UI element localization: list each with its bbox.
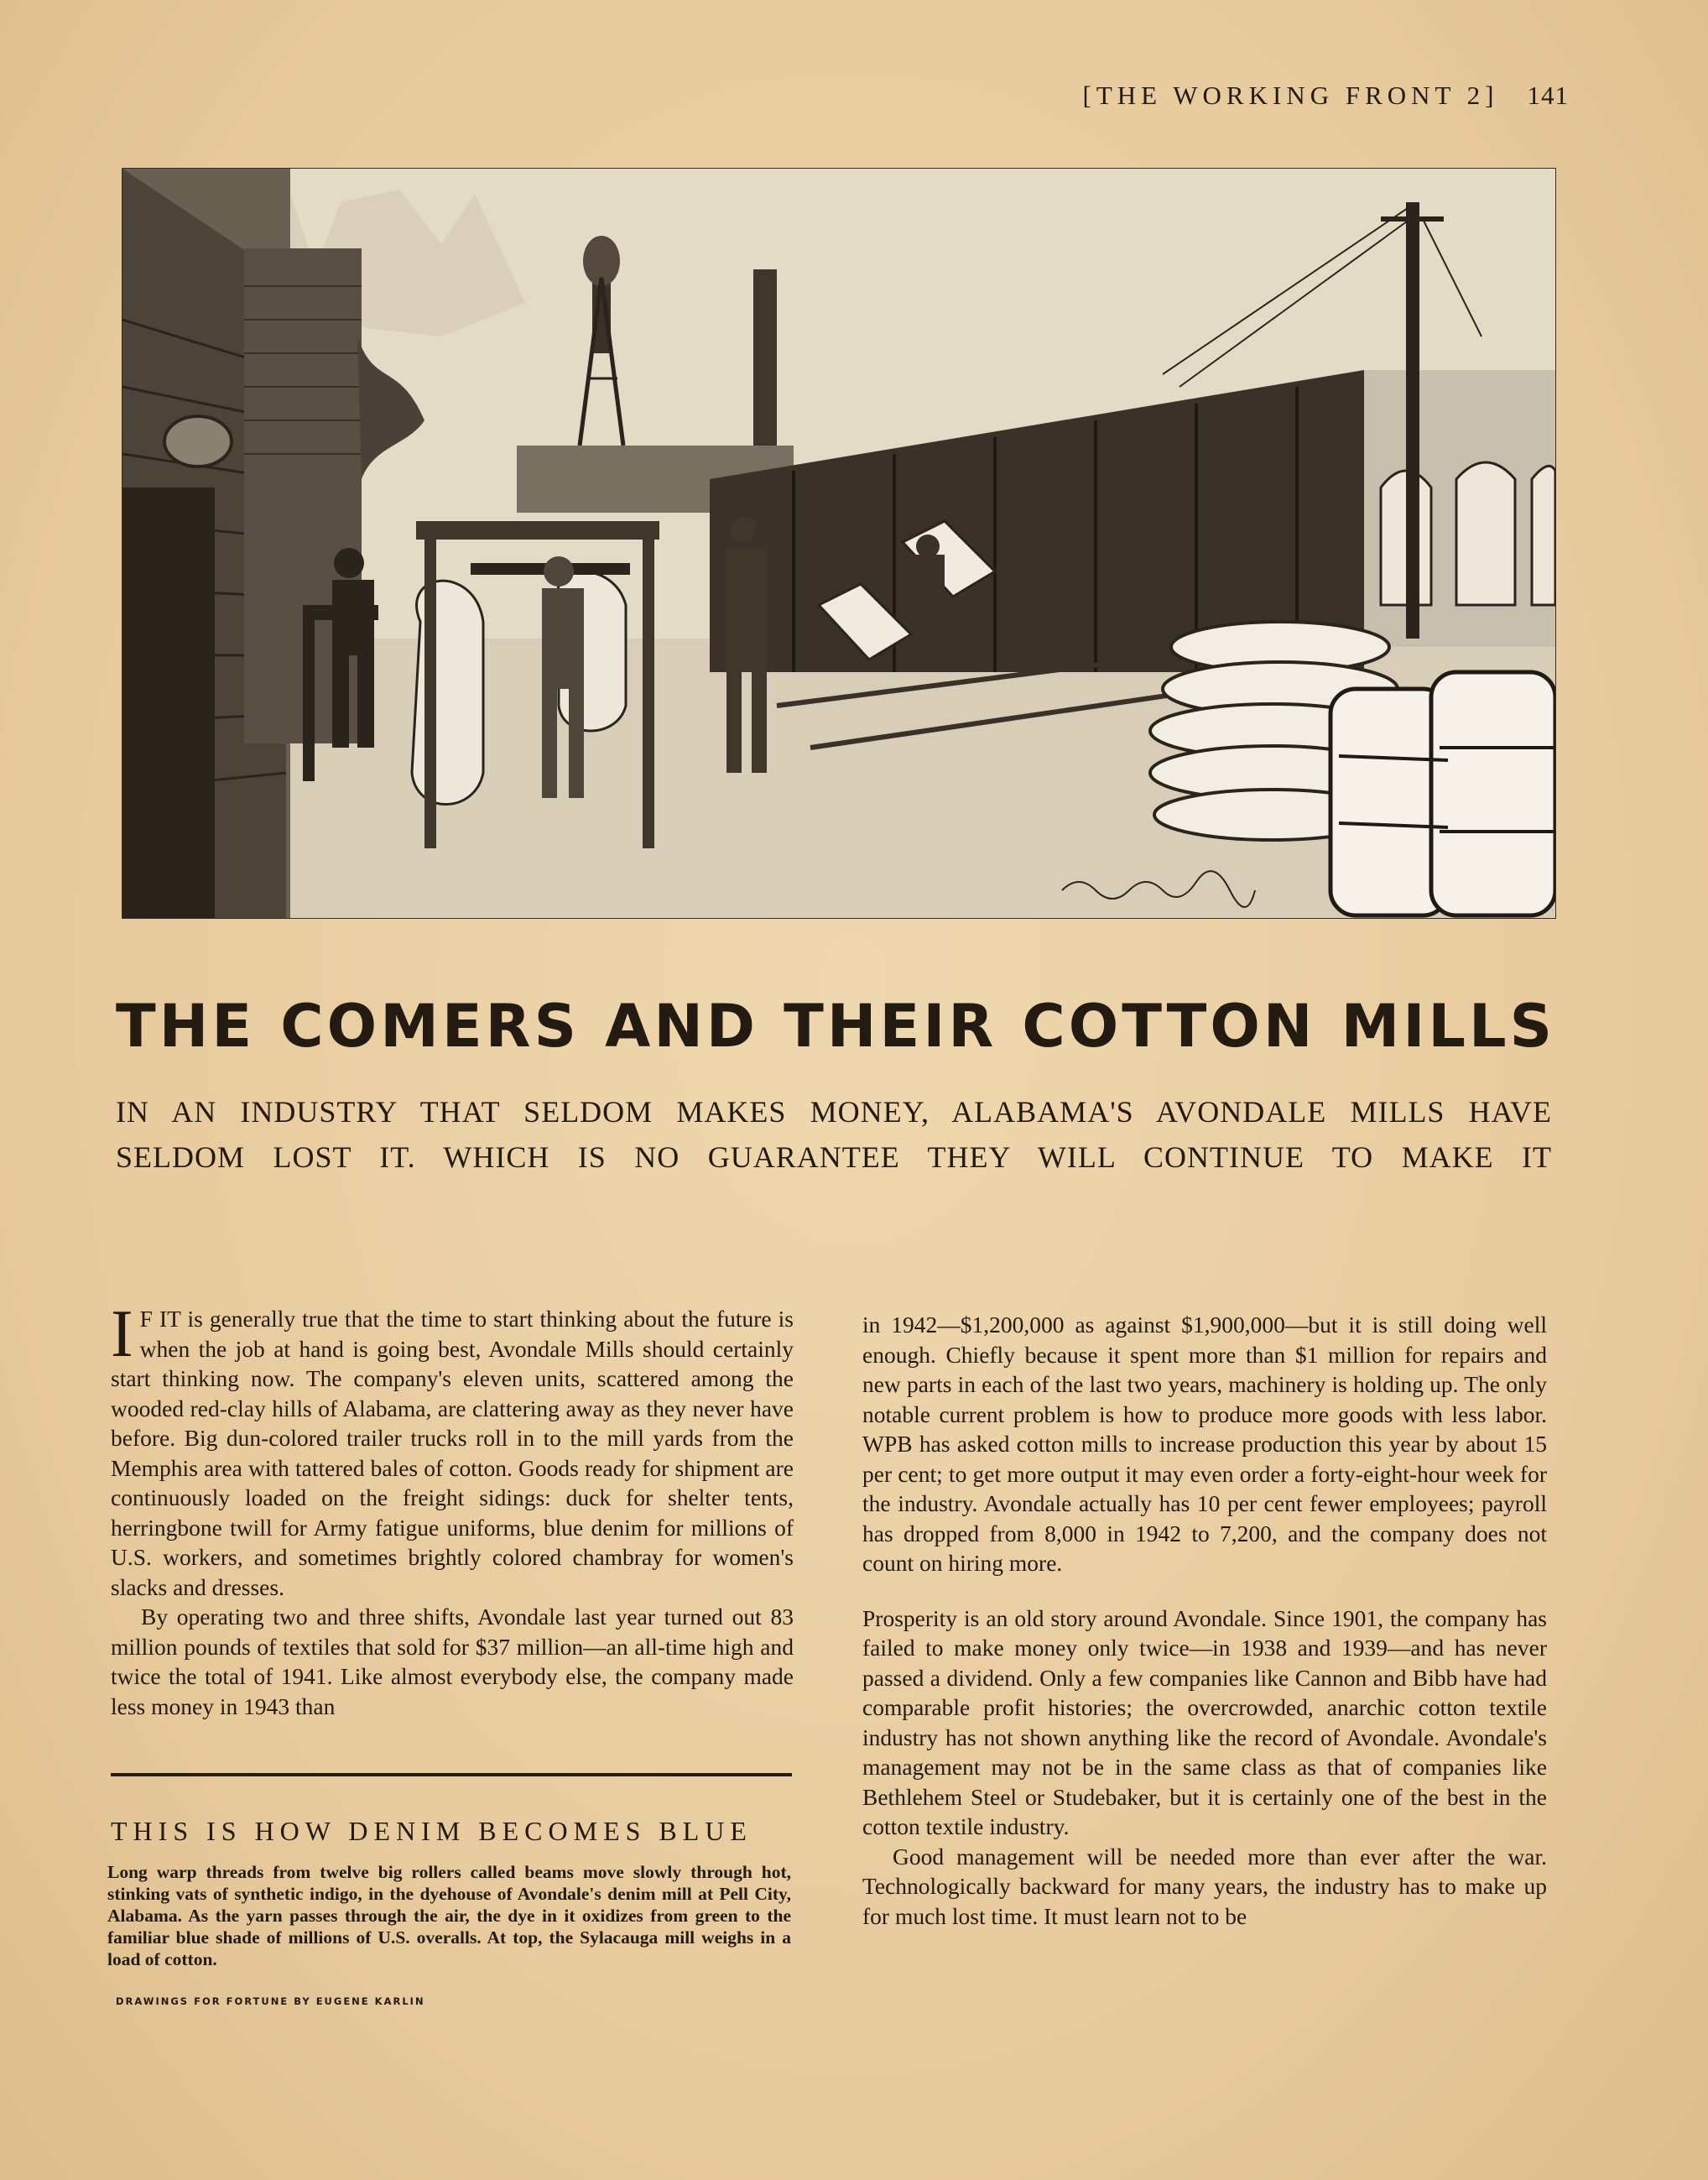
- page-number: 141: [1527, 81, 1569, 110]
- paragraph-text: F IT is generally true that the time to start thinking about the future is when the job at hand is going best, Avondale Mills should certainly start thinking now. The company's eleven units, scattered among the wooded red-clay hills of Alabama, are clattering away as they never have before. Big dun-colored trailer trucks roll in to the mill yards from the Memphis area with tattered bales of cotton. Goods ready for shipment are continuously loaded on the freight sidings: duck for shelter tents, herringbone twill for Army fatigue uniforms, blue denim for millions of U.S. workers, and sometimes brightly colored chambray for women's slacks and dresses.: [111, 1306, 794, 1600]
- body-paragraph: in 1942—$1,200,000 as against $1,900,000—but it is still doing well enough. Chiefly because it spent more than $1 million for repairs and new parts in each of the last two years, machinery is holding up. The only notable current problem is how to produce more goods with less labor. WPB has asked cotton mills to increase production this year by about 15 per cent; to get more output it may even order a forty-eight-hour week for the industry. Avondale actually has 10 per cent fewer employees; payroll has dropped from 8,000 in 1942 to 7,200, and the company does not count on hiring more.: [862, 1312, 1547, 1576]
- opening-paragraph: [111, 1297, 794, 1602]
- caption-title: THIS IS HOW DENIM BECOMES BLUE: [111, 1816, 752, 1846]
- drop-cap: I: [111, 1297, 133, 1371]
- right-column: [862, 1310, 1547, 1931]
- caption-text: Long warp threads from twelve big rollers called beams move slowly through hot, stinking vats of synthetic indigo, in the dyehouse of Avondale's denim mill at Pell City, Alabama. As the yarn passes through the air, the dye in it oxidizes from green to the familiar blue shade of millions of U.S. overalls. At top, the Sylacauga mill weighs in a load of cotton.: [107, 1862, 791, 1969]
- illustration-credit: DRAWINGS FOR FORTUNE BY EUGENE KARLIN: [116, 1995, 425, 2007]
- body-paragraph: Good management will be needed more than ever after the war. Technologically backward for many years, the industry has to make up for much lost time. It must learn not to be: [862, 1843, 1547, 1929]
- deck-line: SELDOM LOST IT. WHICH IS NO GUARANTEE THEY WILL CONTINUE TO MAKE IT: [116, 1140, 1552, 1174]
- running-head: [982, 81, 1569, 111]
- section-title: [THE WORKING FRONT 2]: [1082, 81, 1499, 110]
- left-column: [111, 1297, 794, 1721]
- caption-divider: [111, 1773, 792, 1776]
- article-deck: [116, 1089, 1552, 1180]
- body-paragraph: Prosperity is an old story around Avondale. Since 1901, the company has failed to make money only twice—in 1938 and 1939—and has never passed a dividend. Only a few companies like Cannon and Bibb have had comparable profit histories; the overcrowded, anarchic cotton textile industry has not shown anything like the record of Avondale. Avondale's management may not be in the same class as that of companies like Bethlehem Steel or Studebaker, but it is certainly one of the best in the cotton textile industry.: [862, 1604, 1547, 1839]
- body-paragraph: By operating two and three shifts, Avondale last year turned out 83 million pounds of textiles that sold for $37 million—an all-time high and twice the total of 1941. Like almost everybody else, the company made less money in 1943 than: [111, 1604, 794, 1719]
- article-headline: THE COMERS AND THEIR COTTON MILLS: [116, 992, 1555, 1061]
- deck-line: IN AN INDUSTRY THAT SELDOM MAKES MONEY, ALABAMA'S AVONDALE MILLS HAVE: [116, 1095, 1552, 1129]
- mill-yard-illustration: [122, 168, 1556, 919]
